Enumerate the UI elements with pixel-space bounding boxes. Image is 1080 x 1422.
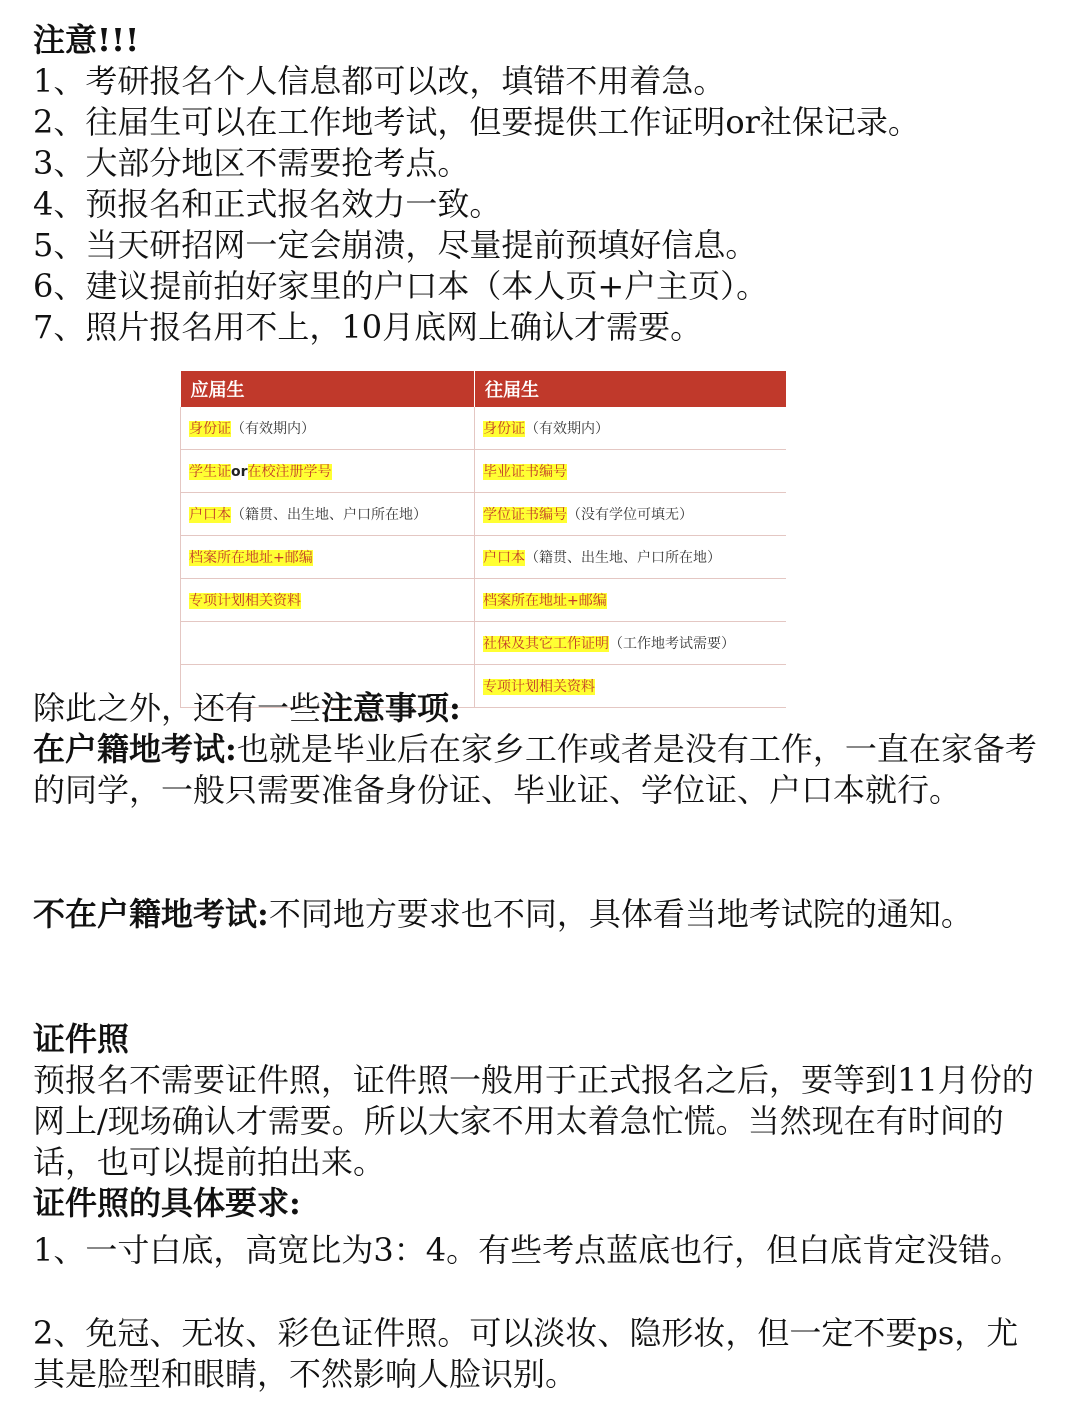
tip-6: 6、建议提前拍好家里的户口本（本人页+户主页）。 <box>33 267 769 305</box>
table-row <box>181 536 787 579</box>
table-row <box>181 493 787 536</box>
item-highlight: 身份证 <box>189 421 231 437</box>
notes-intro-bold: 注意事项: <box>321 689 461 727</box>
non-hukou-paragraph <box>33 894 1043 935</box>
table-row <box>181 622 787 665</box>
requirements-table-image <box>180 371 786 708</box>
item-highlight: 身份证 <box>483 421 525 437</box>
tip-1: 1、考研报名个人信息都可以改，填错不用着急。 <box>33 62 726 100</box>
past-item <box>475 536 787 579</box>
item-highlight: 户口本 <box>483 550 525 566</box>
item-highlight: 社保及其它工作证明 <box>483 636 609 652</box>
non-hukou-label: 不在户籍地考试: <box>33 895 269 933</box>
tip-3: 3、大部分地区不需要抢考点。 <box>33 144 470 182</box>
photo-text: 预报名不需要证件照，证件照一般用于正式报名之后，要等到11月份的网上/现场确认才需要。所以大家不用太着急忙慌。当然现在有时间的话，也可以提前拍出来。 <box>33 1061 1034 1181</box>
non-hukou-text: 不同地方要求也不同，具体看当地考试院的通知。 <box>268 895 973 933</box>
notice-title: 注意!!! <box>33 21 140 59</box>
photo-req-2: 2、免冠、无妆、彩色证件照。可以淡妆、隐形妆，但一定不要ps，尤其是脸型和眼睛，不然影响人脸识别。 <box>33 1314 1019 1393</box>
tip-4: 4、预报名和正式报名效力一致。 <box>33 185 502 223</box>
tip-5: 5、当天研招网一定会崩溃，尽量提前预填好信息。 <box>33 226 758 264</box>
hukou-label: 在户籍地考试: <box>33 730 237 768</box>
current-item <box>181 493 475 536</box>
hukou-text: 也就是毕业后在家乡工作或者是没有工作，一直在家备考的同学，一般只需要准备身份证、毕业证、学位证、户口本就行。 <box>33 730 1037 809</box>
item-note: （工作地考试需要） <box>609 636 735 652</box>
header-current-students: 应届生 <box>181 371 475 407</box>
item-highlight: 专项计划相关资料 <box>189 593 301 609</box>
current-item-empty <box>181 622 475 665</box>
item-note: （籍贯、出生地、户口所在地） <box>231 507 427 523</box>
requirements-table <box>180 371 786 708</box>
notes-intro <box>33 688 461 729</box>
item-note: （有效期内） <box>231 421 315 437</box>
hukou-paragraph <box>33 729 1043 811</box>
past-item <box>475 450 787 493</box>
tip-2: 2、往届生可以在工作地考试，但要提供工作证明or社保记录。 <box>33 103 920 141</box>
item-note: （没有学位可填无） <box>567 507 693 523</box>
table-row <box>181 407 787 450</box>
item-note: （籍贯、出生地、户口所在地） <box>525 550 721 566</box>
tip-7: 7、照片报名用不上，10月底网上确认才需要。 <box>33 308 703 346</box>
past-item <box>475 665 787 708</box>
past-item <box>475 579 787 622</box>
item-highlight: 在校注册学号 <box>247 464 332 480</box>
item-or: or <box>231 464 248 480</box>
item-highlight: 专项计划相关资料 <box>483 679 595 695</box>
photo-req-heading: 证件照的具体要求: <box>33 1184 301 1222</box>
past-item <box>475 622 787 665</box>
table-row <box>181 579 787 622</box>
photo-heading: 证件照 <box>33 1020 130 1058</box>
item-highlight: 档案所在地址+邮编 <box>189 550 313 566</box>
item-highlight: 毕业证书编号 <box>483 464 567 480</box>
header-past-students: 往届生 <box>475 371 787 407</box>
past-item <box>475 407 787 450</box>
current-item <box>181 450 475 493</box>
past-item <box>475 493 787 536</box>
current-item <box>181 579 475 622</box>
item-note: （有效期内） <box>525 421 609 437</box>
table-row <box>181 450 787 493</box>
item-highlight: 档案所在地址+邮编 <box>483 593 607 609</box>
item-highlight: 户口本 <box>189 507 231 523</box>
current-item <box>181 536 475 579</box>
item-highlight: 学生证 <box>189 464 231 480</box>
current-item <box>181 407 475 450</box>
photo-req-1: 1、一寸白底，高宽比为3：4。有些考点蓝底也行，但白底肯定没错。 <box>33 1231 1023 1269</box>
notes-intro-text: 除此之外，还有一些 <box>33 689 322 727</box>
item-highlight: 学位证书编号 <box>483 507 567 523</box>
